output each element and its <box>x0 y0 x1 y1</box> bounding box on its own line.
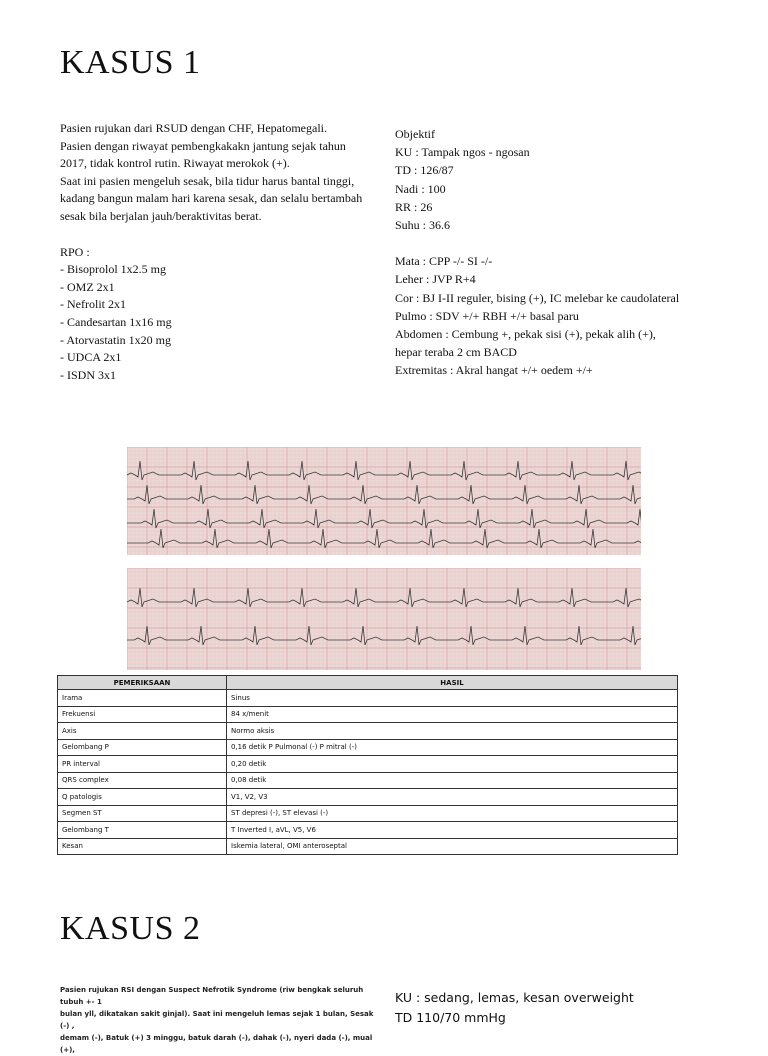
table-cell: Frekuensi <box>58 706 227 723</box>
table-cell: Axis <box>58 723 227 740</box>
history-line: Pasien dengan riwayat pembengkakakn jantung sejak tahun <box>60 138 346 153</box>
vital-line: RR : 26 <box>395 199 433 214</box>
table-cell: Irama <box>58 690 227 707</box>
table-cell: ST depresi (-), ST elevasi (-) <box>227 805 678 822</box>
kasus-2-vitals-column <box>395 988 735 1028</box>
exam-line: Abdomen : Cembung +, pekak sisi (+), pekak alih (+), <box>395 327 656 342</box>
table-cell: Gelombang P <box>58 739 227 756</box>
table-cell: V1, V2, V3 <box>227 789 678 806</box>
ecg-trace-drawing <box>127 568 641 670</box>
kasus-2-history-column <box>60 984 380 1056</box>
table-cell: PR interval <box>58 756 227 773</box>
vital-line: Nadi : 100 <box>395 181 446 196</box>
ecg-strip-rhythm-image <box>127 568 641 670</box>
exam-line: Pulmo : SDV +/+ RBH +/+ basal paru <box>395 308 579 323</box>
table-row <box>58 756 678 773</box>
rpo-item: - OMZ 2x1 <box>60 279 115 294</box>
table-row <box>58 838 678 855</box>
objektif-title: Objektif <box>395 127 435 141</box>
table-cell: Q patologis <box>58 789 227 806</box>
table-cell: Sinus <box>227 690 678 707</box>
table-cell: 0,20 detik <box>227 756 678 773</box>
table-row <box>58 822 678 839</box>
table-cell: 0,08 detik <box>227 772 678 789</box>
history-line: Saat ini pasien mengeluh sesak, bila tidur harus bantal tinggi, <box>60 173 355 188</box>
rpo-item: - Atorvastatin 1x20 mg <box>60 332 171 347</box>
exam-line: Cor : BJ I-II reguler, bising (+), IC melebar ke caudolateral <box>395 290 680 305</box>
table-cell: QRS complex <box>58 772 227 789</box>
history-line: Pasien rujukan RSI dengan Suspect Nefrotik Syndrome (riw bengkak seluruh tubuh +- 1 <box>60 986 364 1006</box>
table-cell: 84 x/menit <box>227 706 678 723</box>
history-line: kadang bangun malam hari karena sesak, dan selalu bertambah <box>60 191 363 206</box>
vital-line: KU : Tampak ngos - ngosan <box>395 145 530 160</box>
history-line: sesak bila berjalan jauh/beraktivitas berat. <box>60 208 262 223</box>
table-row <box>58 739 678 756</box>
exam-line: Mata : CPP -/- SI -/- <box>395 254 493 269</box>
history-line: 2017, tidak kontrol rutin. Riwayat merokok (+). <box>60 156 290 171</box>
history-line: Pasien rujukan dari RSUD dengan CHF, Hepatomegali. <box>60 121 327 135</box>
history-line: bulan yll, dikatakan sakit ginjal). Saat ini mengeluh lemas sejak 1 bulan, Sesak (-) , <box>60 1010 374 1030</box>
kasus-1-title: KASUS 1 <box>60 44 201 81</box>
vital-line: KU : sedang, lemas, kesan overweight <box>395 990 634 1005</box>
vital-line: TD 110/70 mmHg <box>395 1010 506 1025</box>
kasus-1-history-column <box>60 120 380 384</box>
rpo-item: - Bisoprolol 1x2.5 mg <box>60 262 167 277</box>
ecg-trace-drawing <box>127 447 641 555</box>
history-line: demam (-), Batuk (+) 3 minggu, batuk darah (-), dahak (-), nyeri dada (-), mual (+), <box>60 1034 373 1054</box>
table-cell: Kesan <box>58 838 227 855</box>
table-row <box>58 723 678 740</box>
column-header: PEMERIKSAAN <box>58 676 227 690</box>
table-cell: Gelombang T <box>58 822 227 839</box>
rpo-item: - Nefrolit 2x1 <box>60 297 126 312</box>
ecg-strip-12-lead-image <box>127 447 641 555</box>
table-row <box>58 706 678 723</box>
exam-line: Extremitas : Akral hangat +/+ oedem +/+ <box>395 363 593 378</box>
table-cell: 0,16 detik P Pulmonal (-) P mitral (-) <box>227 739 678 756</box>
ekg-result-table <box>57 675 678 855</box>
exam-line: hepar teraba 2 cm BACD <box>395 345 517 360</box>
kasus-1-objektif-column <box>395 125 725 380</box>
vital-line: TD : 126/87 <box>395 163 454 178</box>
vital-line: Suhu : 36.6 <box>395 218 451 233</box>
rpo-title: RPO : <box>60 244 90 259</box>
table-cell: Iskemia lateral, OMI anteroseptal <box>227 838 678 855</box>
exam-line: Leher : JVP R+4 <box>395 272 476 287</box>
table-row <box>58 805 678 822</box>
table-row <box>58 789 678 806</box>
table-header-row <box>58 676 678 690</box>
column-header: HASIL <box>227 676 678 690</box>
table-cell: Normo aksis <box>227 723 678 740</box>
table-cell: Segmen ST <box>58 805 227 822</box>
rpo-item: - UDCA 2x1 <box>60 350 122 365</box>
table-cell: T Inverted I, aVL, V5, V6 <box>227 822 678 839</box>
table-row <box>58 772 678 789</box>
rpo-item: - Candesartan 1x16 mg <box>60 314 172 329</box>
table-row <box>58 690 678 707</box>
kasus-2-title: KASUS 2 <box>60 910 201 947</box>
rpo-item: - ISDN 3x1 <box>60 367 116 382</box>
